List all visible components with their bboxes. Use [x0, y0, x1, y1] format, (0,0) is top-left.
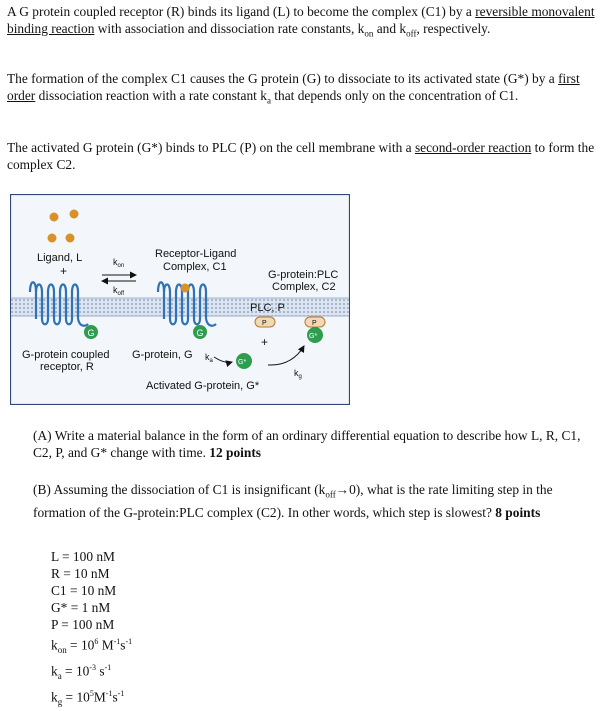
para1-text-mid: with association and dissociation rate constants, k: [94, 21, 365, 36]
question-b-koff-subscript: off: [325, 489, 336, 500]
value-ka: $k_a = 10^{-3}$ $s^{-1}$: [51, 663, 112, 682]
right-arrow-icon: →: [335, 482, 350, 497]
para3-text: The activated G protein (G*) binds to PLC (P) on the cell membrane with a: [7, 140, 415, 155]
reversible-binding-link[interactable]: reversible monovalent binding reaction: [7, 4, 595, 36]
question-b-text-mid: 0), what is the rate limiting step in the formation of the G-protein:PLC complex (C2). In other words, which step is slowest?: [33, 482, 553, 520]
question-b-text: Assuming the dissociation of C1 is insignificant (k: [50, 482, 326, 497]
gpcr-label-1: G-protein coupled: [22, 349, 110, 361]
p-glyph-1: P: [262, 320, 267, 327]
para1-text-and: and k: [373, 21, 407, 36]
para1-text: A G protein coupled receptor (R) binds its ligand (L) to become the complex (C1) by a: [7, 4, 476, 19]
given-values: [51, 548, 132, 711]
plus-sign-2: +: [261, 335, 269, 349]
receptor-ligand-label-1: Receptor-Ligand: [155, 248, 237, 260]
value-c1: C1 = 10 nM: [51, 583, 117, 598]
value-p: P = 100 nM: [51, 617, 115, 632]
receptor-ligand-label-2: Complex, C1: [163, 261, 227, 273]
plc-label: PLC, P: [250, 302, 285, 314]
question-b: [33, 481, 598, 521]
para2-text-post: that depends only on the concentration of C1.: [270, 88, 519, 103]
activated-g-protein-label: Activated G-protein, G*: [146, 380, 260, 392]
question-a-points: 12 points: [209, 445, 262, 460]
question-b-points: 8 points: [495, 504, 541, 520]
gpcr-label-2: receptor, R: [40, 361, 94, 373]
second-order-link[interactable]: second-order reaction: [414, 140, 532, 155]
g-glyph-2: G: [196, 328, 204, 338]
koff-label: $k_{off}$: [113, 285, 125, 297]
intro-paragraph-1: [7, 3, 597, 43]
intro-paragraph-2: [7, 70, 597, 110]
ligand-dot: [50, 213, 59, 222]
para1-text-post: , respectively.: [416, 21, 491, 36]
plus-sign-1: +: [60, 264, 68, 278]
ligand-dot: [66, 234, 75, 243]
bound-ligand-dot: [181, 284, 190, 293]
question-a-label: (A): [33, 428, 52, 443]
gplc-complex-label-1: G-protein:PLC: [268, 269, 339, 281]
first-order-link[interactable]: first order: [7, 71, 580, 103]
g-protein-label: G-protein, G: [132, 349, 193, 361]
para2-text: The formation of the complex C1 causes the G protein (G) to dissociate to its activated state (G*) by a: [7, 71, 559, 86]
question-a-text: Write a material balance in the form of an ordinary differential equation to describe how L, R, C1, C2, P, and G* change with time.: [33, 428, 581, 460]
koff-subscript: off: [406, 28, 417, 39]
value-r: R = 10 nM: [51, 566, 110, 581]
para2-text-mid: dissociation reaction with a rate constant k: [35, 88, 267, 103]
value-kg: $k_g = 10^5M^{-1}s^{-1}$: [51, 689, 125, 708]
intro-paragraph-3: [7, 139, 597, 173]
value-gstar: G* = 1 nM: [51, 600, 111, 615]
value-kon: $k_{on} = 10^6$ $M^{-1}s^{-1}$: [51, 637, 133, 656]
ligand-label: Ligand, L: [37, 252, 83, 264]
kon-label: $k_{on}$: [113, 257, 125, 269]
gstar-glyph-2: G*: [238, 359, 247, 366]
gpcr-pathway-figure: [10, 194, 350, 405]
ka-subscript: a: [266, 95, 271, 106]
para3-text-post: to form the complex C2.: [7, 140, 595, 172]
question-b-label: (B): [33, 482, 51, 497]
kg-label: $k_g$: [294, 368, 302, 380]
ka-label: $k_a$: [205, 352, 213, 364]
gstar-glyph-1: G*: [309, 333, 318, 340]
value-l: L = 100 nM: [51, 549, 115, 564]
question-a: [33, 427, 598, 461]
ligand-dot: [70, 210, 79, 219]
p-glyph-2: P: [312, 320, 317, 327]
kon-subscript: on: [364, 28, 374, 39]
cell-membrane: [11, 298, 349, 316]
gplc-complex-label-2: Complex, C2: [272, 281, 336, 293]
g-glyph-1: G: [87, 328, 95, 338]
ligand-dot: [48, 234, 57, 243]
